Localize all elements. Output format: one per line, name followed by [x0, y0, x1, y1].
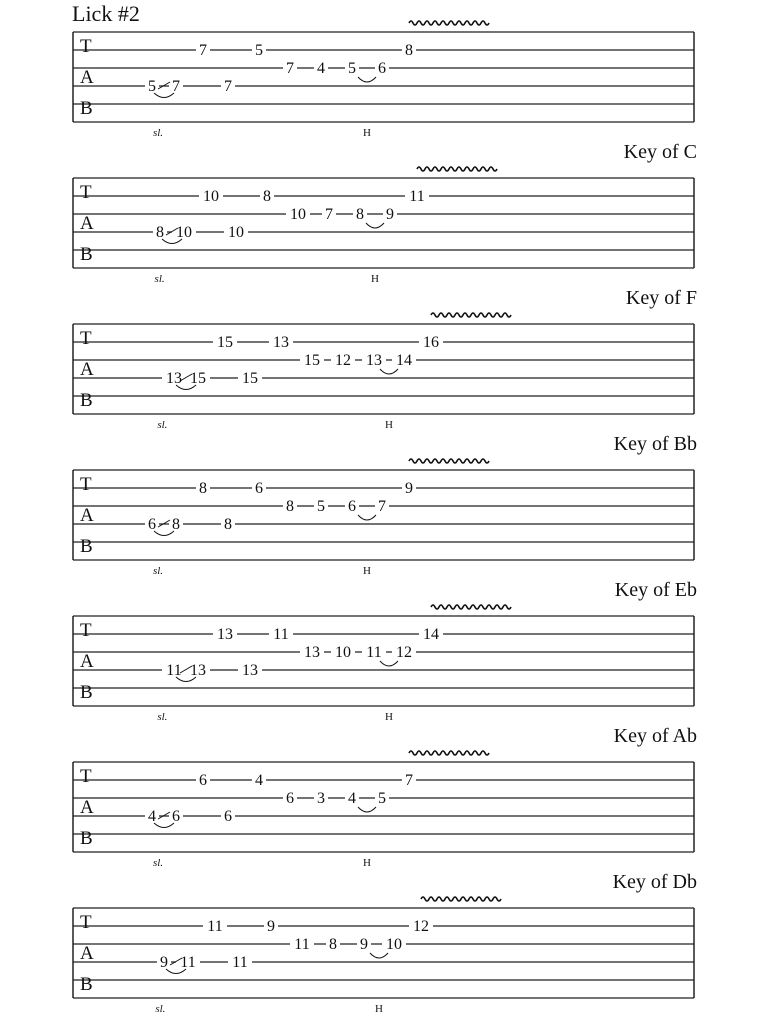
fret-number: 11 — [166, 662, 182, 679]
fret-number: 10 — [386, 936, 402, 953]
fret-number: 10 — [228, 224, 244, 241]
tab-letter: T — [80, 766, 92, 787]
hammer-label: H — [363, 857, 371, 869]
key-label: Key of Ab — [613, 725, 697, 747]
fret-number: 13 — [190, 662, 206, 679]
hammer-arc — [380, 661, 398, 666]
fret-number: 11 — [273, 626, 289, 643]
vibrato-mark — [409, 459, 489, 463]
tab-letter: A — [80, 213, 94, 234]
hammer-label: H — [371, 273, 379, 285]
tab-letter: T — [80, 912, 92, 933]
slide-label: sl. — [152, 565, 164, 577]
fret-number: 7 — [224, 78, 232, 95]
vibrato-mark — [417, 167, 497, 171]
tab-letter: B — [80, 682, 93, 703]
tab-letter: A — [80, 797, 94, 818]
fret-number: 5 — [148, 78, 156, 95]
vibrato-mark — [431, 313, 511, 317]
fret-number: 8 — [286, 498, 294, 515]
fret-number: 13 — [217, 626, 233, 643]
fret-number: 7 — [325, 206, 333, 223]
fret-number: 7 — [378, 498, 386, 515]
fret-number: 11 — [366, 644, 382, 661]
fret-number: 5 — [378, 790, 386, 807]
tab-letter: T — [80, 36, 92, 57]
fret-number: 7 — [172, 78, 180, 95]
fret-number: 11 — [232, 954, 248, 971]
hammer-arc — [370, 953, 388, 958]
slide-arc — [154, 823, 174, 828]
vibrato-mark — [431, 605, 511, 609]
hammer-arc — [358, 77, 376, 82]
slide-label: sl. — [157, 419, 168, 431]
fret-number: 8 — [329, 936, 337, 953]
tab-letter: A — [80, 67, 94, 88]
slide-arc — [154, 531, 174, 536]
fret-number: 6 — [172, 808, 180, 825]
fret-number: 4 — [148, 808, 156, 825]
tab-letter: B — [80, 828, 93, 849]
fret-number: 10 — [203, 188, 219, 205]
tab-letter: A — [80, 943, 94, 964]
key-label: Key of C — [623, 141, 697, 163]
hammer-label: H — [385, 419, 393, 431]
fret-number: 8 — [156, 224, 164, 241]
hammer-arc — [358, 515, 376, 520]
fret-number: 15 — [217, 334, 233, 351]
hammer-arc — [366, 223, 384, 228]
fret-number: 8 — [199, 480, 207, 497]
hammer-label: H — [385, 711, 393, 723]
tab-letter: A — [80, 651, 94, 672]
fret-number: 6 — [224, 808, 232, 825]
fret-number: 4 — [255, 772, 263, 789]
tab-staff — [73, 287, 697, 431]
vibrato-mark — [421, 897, 501, 901]
key-label: Key of Db — [612, 871, 697, 893]
fret-number: 10 — [290, 206, 306, 223]
hammer-label: H — [363, 565, 371, 577]
fret-number: 12 — [335, 352, 351, 369]
slide-label: sl. — [152, 857, 164, 869]
tab-staff — [73, 871, 697, 1015]
fret-number: 6 — [378, 60, 386, 77]
fret-number: 8 — [263, 188, 271, 205]
tab-letter: B — [80, 390, 93, 411]
tab-staves — [73, 21, 697, 1015]
fret-number: 6 — [148, 516, 156, 533]
fret-number: 13 — [242, 662, 258, 679]
key-label: Key of Bb — [613, 433, 697, 455]
slide-label: sl. — [154, 273, 165, 285]
tab-letter: B — [80, 974, 93, 995]
fret-number: 7 — [286, 60, 294, 77]
fret-number: 3 — [317, 790, 325, 807]
fret-number: 6 — [199, 772, 207, 789]
slide-label: sl. — [155, 1003, 166, 1015]
fret-number: 9 — [405, 480, 413, 497]
fret-number: 5 — [317, 498, 325, 515]
fret-number: 5 — [348, 60, 356, 77]
fret-number: 7 — [199, 42, 207, 59]
hammer-arc — [358, 807, 376, 812]
fret-number: 12 — [413, 918, 429, 935]
fret-number: 11 — [409, 188, 425, 205]
fret-number: 10 — [176, 224, 192, 241]
tab-letter: T — [80, 474, 92, 495]
vibrato-mark — [409, 751, 489, 755]
tab-letter: B — [80, 536, 93, 557]
vibrato-mark — [409, 21, 489, 25]
fret-number: 8 — [356, 206, 364, 223]
hammer-label: H — [375, 1003, 383, 1015]
slide-label: sl. — [157, 711, 168, 723]
fret-number: 7 — [405, 772, 413, 789]
fret-number: 14 — [423, 626, 439, 643]
fret-number: 10 — [335, 644, 351, 661]
fret-number: 9 — [360, 936, 368, 953]
fret-number: 6 — [348, 498, 356, 515]
fret-number: 4 — [348, 790, 356, 807]
tab-letter: B — [80, 244, 93, 265]
tab-letter: B — [80, 98, 93, 119]
tab-letter: T — [80, 182, 92, 203]
fret-number: 8 — [405, 42, 413, 59]
fret-number: 6 — [286, 790, 294, 807]
tab-staff — [73, 579, 697, 723]
fret-number: 9 — [267, 918, 275, 935]
hammer-label: H — [363, 127, 371, 139]
fret-number: 11 — [180, 954, 196, 971]
hammer-arc — [380, 369, 398, 374]
tab-letter: T — [80, 620, 92, 641]
fret-number: 11 — [294, 936, 310, 953]
tab-staff — [73, 433, 697, 577]
slide-arc — [154, 93, 174, 98]
slide-label: sl. — [152, 127, 164, 139]
key-label: Key of Eb — [614, 579, 697, 601]
tab-letter: A — [80, 505, 94, 526]
fret-number: 5 — [255, 42, 263, 59]
page-title: Lick #2 — [72, 1, 140, 26]
fret-number: 9 — [160, 954, 168, 971]
fret-number: 9 — [386, 206, 394, 223]
fret-number: 8 — [172, 516, 180, 533]
fret-number: 15 — [190, 370, 206, 387]
fret-number: 15 — [242, 370, 258, 387]
fret-number: 13 — [304, 644, 320, 661]
fret-number: 12 — [396, 644, 412, 661]
fret-number: 13 — [166, 370, 182, 387]
tab-staff — [73, 21, 694, 139]
fret-number: 14 — [396, 352, 412, 369]
fret-number: 4 — [317, 60, 325, 77]
fret-number: 13 — [366, 352, 382, 369]
fret-number: 13 — [273, 334, 289, 351]
fret-number: 8 — [224, 516, 232, 533]
fret-number: 6 — [255, 480, 263, 497]
tab-staff — [73, 141, 697, 285]
fret-number: 16 — [423, 334, 439, 351]
tab-staff — [73, 725, 697, 869]
tab-letter: A — [80, 359, 94, 380]
fret-number: 15 — [304, 352, 320, 369]
tab-letter: T — [80, 328, 92, 349]
fret-number: 11 — [207, 918, 223, 935]
key-label: Key of F — [625, 287, 697, 309]
